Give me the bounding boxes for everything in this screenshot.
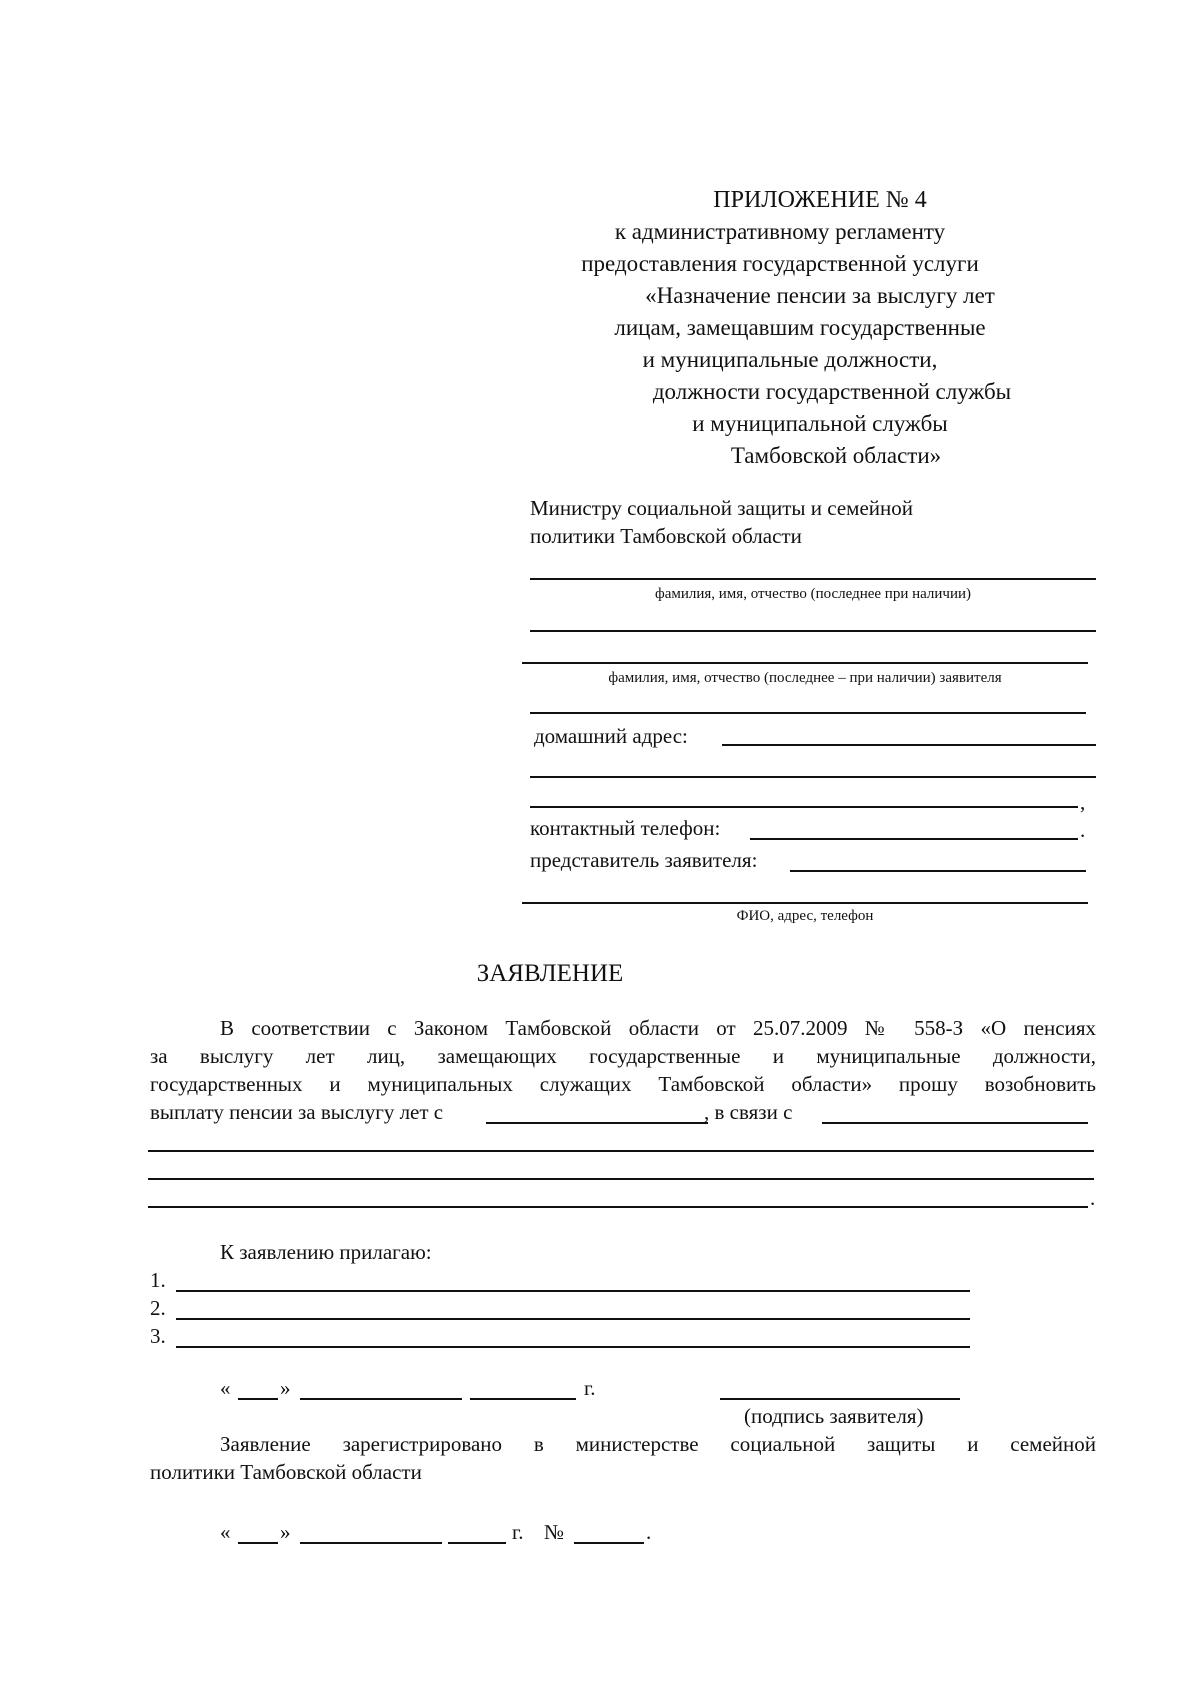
attachment-number-1: 1. <box>150 1268 166 1292</box>
statement-line-2: за выслугу лет лиц, замещающих государственные и муниципальные должности, <box>150 1044 1096 1068</box>
registration-period: . <box>646 1520 652 1544</box>
addressee-line-1: Министру социальной защиты и семейной <box>530 496 913 520</box>
header-line-1: к административному регламенту <box>614 219 946 244</box>
header-line-4: лицам, замещавшим государственные <box>614 315 986 340</box>
attachment-number-2: 2. <box>150 1296 166 1320</box>
home-address-line-3[interactable] <box>530 806 1078 808</box>
blank-line-1[interactable] <box>530 630 1096 632</box>
signature-caption: (подпись заявителя) <box>744 1404 924 1428</box>
representative-line[interactable] <box>790 870 1086 872</box>
reason-line-3[interactable] <box>148 1178 1094 1180</box>
registration-open-quote: « <box>220 1520 231 1544</box>
statement-line-1: В соответствии с Законом Тамбовской области от 25.07.2009 № 558-З «О пенсиях <box>220 1016 1096 1040</box>
registration-year-line[interactable] <box>448 1542 506 1544</box>
registration-number-line[interactable] <box>574 1542 644 1544</box>
home-address-line[interactable] <box>722 744 1096 746</box>
fio-line[interactable] <box>530 578 1096 580</box>
applicant-fio-line[interactable] <box>522 662 1088 664</box>
phone-line[interactable] <box>750 838 1078 840</box>
reason-line-4[interactable] <box>148 1206 1088 1208</box>
representative-caption: ФИО, адрес, телефон <box>736 908 874 924</box>
header-line-6: должности государственной службы <box>652 379 1012 404</box>
reason-line-2[interactable] <box>148 1150 1094 1152</box>
statement-title: ЗАЯВЛЕНИЕ <box>476 960 624 987</box>
attachment-number-3: 3. <box>150 1324 166 1348</box>
fio-caption: фамилия, имя, отчество (последнее при наличии) <box>654 586 972 602</box>
signature-month-line[interactable] <box>300 1398 462 1400</box>
signature-date-close-quote: » <box>280 1376 291 1400</box>
phone-label: контактный телефон: <box>530 816 721 840</box>
signature-date-open-quote: « <box>220 1376 231 1400</box>
header-line-8: Тамбовской области» <box>730 443 942 468</box>
statement-line-4a: выплату пенсии за выслугу лет с <box>150 1100 444 1124</box>
appendix-title: ПРИЛОЖЕНИЕ № 4 <box>713 187 927 213</box>
signature-day-line[interactable] <box>238 1398 278 1400</box>
registration-month-line[interactable] <box>300 1542 442 1544</box>
reason-period: . <box>1090 1186 1096 1210</box>
addressee-line-2: политики Тамбовской области <box>530 524 802 548</box>
header-line-3: «Назначение пенсии за выслугу лет <box>645 283 995 308</box>
header-line-2: предоставления государственной услуги <box>581 251 979 276</box>
attachments-label: К заявлению прилагаю: <box>220 1240 432 1264</box>
registration-day-line[interactable] <box>238 1542 278 1544</box>
header-line-7: и муниципальной службы <box>692 411 948 436</box>
attachment-line-1[interactable] <box>176 1290 970 1292</box>
phone-period: . <box>1080 818 1086 842</box>
address-comma: , <box>1080 790 1086 814</box>
signature-line[interactable] <box>720 1398 960 1400</box>
applicant-fio-caption: фамилия, имя, отчество (последнее – при наличии) заявителя <box>608 670 1002 686</box>
header-line-5: и муниципальные должности, <box>642 347 938 372</box>
reason-line[interactable] <box>822 1122 1088 1124</box>
resume-date-line[interactable] <box>486 1122 708 1124</box>
representative-label: представитель заявителя: <box>530 848 758 872</box>
home-address-line-2[interactable] <box>530 776 1096 778</box>
signature-year-line[interactable] <box>470 1398 576 1400</box>
signature-year-mark: г. <box>584 1376 596 1400</box>
home-address-label: домашний адрес: <box>534 724 688 748</box>
registration-number-mark: № <box>544 1520 565 1544</box>
statement-line-4b: , в связи с <box>704 1100 793 1124</box>
statement-line-3: государственных и муниципальных служащих Тамбовской области» прошу возобновить <box>150 1072 1096 1096</box>
registration-line-2: политики Тамбовской области <box>150 1460 422 1484</box>
registration-year-mark: г. <box>512 1520 524 1544</box>
attachment-line-2[interactable] <box>176 1318 970 1320</box>
attachment-line-3[interactable] <box>176 1346 970 1348</box>
registration-line-1: Заявление зарегистрировано в министерстве социальной защиты и семейной <box>220 1432 1096 1456</box>
blank-line-2[interactable] <box>530 712 1086 714</box>
registration-close-quote: » <box>280 1520 291 1544</box>
representative-line-2[interactable] <box>522 902 1088 904</box>
